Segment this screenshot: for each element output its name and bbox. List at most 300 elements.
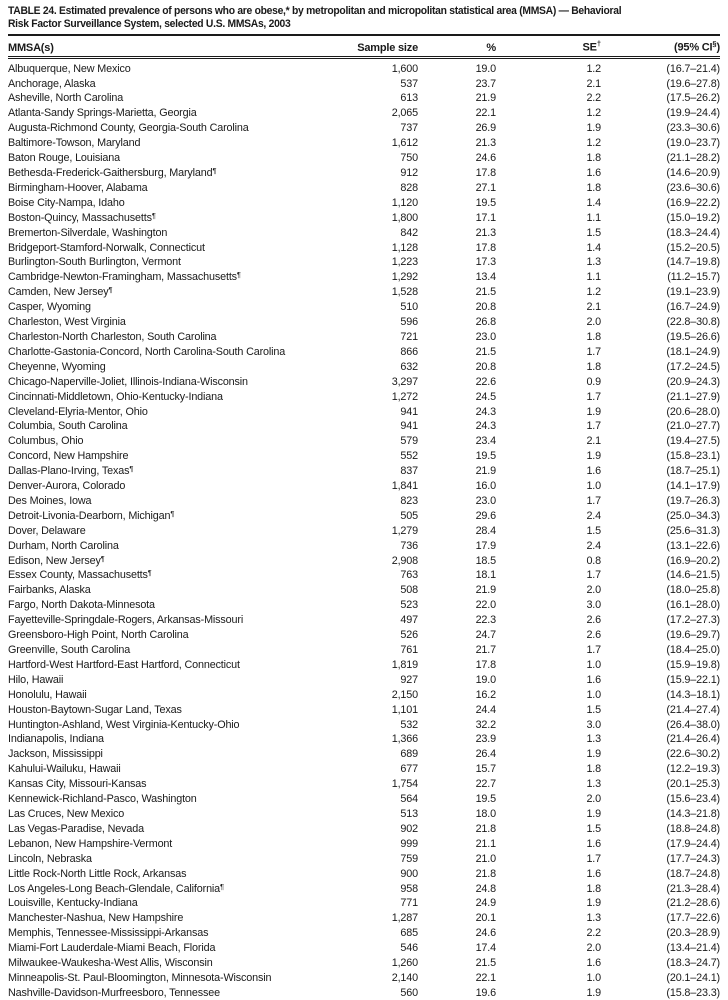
pilcrow-footnote-mark: ¶ <box>151 210 156 220</box>
se-cell: 1.9 <box>586 405 601 418</box>
table-row <box>8 627 720 642</box>
table-row <box>8 597 720 612</box>
se-dagger-footnote-mark: † <box>596 39 601 48</box>
table-row <box>8 731 720 746</box>
table-row <box>8 448 720 463</box>
ci-cell: (22.6–30.2) <box>666 748 720 761</box>
table-row <box>8 404 720 419</box>
sample-size-cell: 999 <box>400 837 418 850</box>
se-cell: 1.5 <box>586 703 601 716</box>
se-cell: 1.7 <box>586 852 601 865</box>
percent-cell: 20.8 <box>475 360 496 373</box>
table-row <box>8 210 720 225</box>
percent-cell: 27.1 <box>475 181 496 194</box>
mmsa-name-cell: Fairbanks, Alaska <box>8 584 91 597</box>
pilcrow-footnote-mark: ¶ <box>129 464 134 474</box>
table-row <box>8 359 720 374</box>
se-cell: 3.0 <box>586 718 601 731</box>
percent-cell: 17.8 <box>475 658 496 671</box>
se-cell: 1.0 <box>586 658 601 671</box>
se-cell: 3.0 <box>586 599 601 612</box>
table-row <box>8 344 720 359</box>
ci-cell: (14.7–19.8) <box>666 256 720 269</box>
col-header-ci: (95% CI§) <box>601 35 720 57</box>
mmsa-name-cell: Durham, North Carolina <box>8 539 119 552</box>
mmsa-name-cell: Cleveland-Elyria-Mentor, Ohio <box>8 405 148 418</box>
se-cell: 1.6 <box>586 957 601 970</box>
mmsa-name-cell: Baltimore-Towson, Maryland <box>8 137 141 150</box>
percent-cell: 21.5 <box>475 345 496 358</box>
se-cell: 2.0 <box>586 316 601 329</box>
mmsa-name-cell: Chicago-Naperville-Joliet, Illinois-Indiana-Wisconsin <box>8 375 248 388</box>
mmsa-name-cell: Anchorage, Alaska <box>8 77 96 90</box>
mmsa-name-cell: Charleston-North Charleston, South Carolina <box>8 330 217 343</box>
ci-cell: (19.0–23.7) <box>666 137 720 150</box>
ci-cell: (18.7–24.8) <box>666 867 720 880</box>
table-row <box>8 463 720 478</box>
table-row <box>8 180 720 195</box>
percent-cell: 23.4 <box>475 435 496 448</box>
se-cell: 1.6 <box>586 673 601 686</box>
se-cell: 2.1 <box>586 77 601 90</box>
ci-cell: (21.3–28.4) <box>666 882 720 895</box>
percent-cell: 22.0 <box>475 599 496 612</box>
sample-size-cell: 596 <box>400 316 418 329</box>
table-title-line-1: TABLE 24. Estimated prevalence of persons who are obese,* by metropolitan and micropolitan statistical area (MMSA) — Behavioral <box>8 5 622 17</box>
table-row <box>8 433 720 448</box>
mmsa-name-cell: Nashville-Davidson-Murfreesboro, Tennessee <box>8 986 220 999</box>
se-cell: 1.5 <box>586 226 601 239</box>
percent-cell: 18.5 <box>475 554 496 567</box>
table-row <box>8 866 720 881</box>
sample-size-cell: 902 <box>400 822 418 835</box>
col-header-mmsa: MMSA(s) <box>8 35 348 57</box>
sample-size-cell: 579 <box>400 435 418 448</box>
sample-size-cell: 1,819 <box>391 658 418 671</box>
se-cell: 1.2 <box>586 286 601 299</box>
percent-cell: 21.8 <box>475 822 496 835</box>
ci-cell: (20.1–24.1) <box>666 971 720 984</box>
col-header-se: SE† <box>496 35 601 57</box>
percent-cell: 29.6 <box>475 509 496 522</box>
ci-cell: (21.2–28.6) <box>666 897 720 910</box>
ci-cell: (15.9–19.8) <box>666 658 720 671</box>
percent-cell: 19.0 <box>475 62 496 75</box>
ci-cell: (23.3–30.6) <box>666 122 720 135</box>
percent-cell: 24.6 <box>475 927 496 940</box>
percent-cell: 21.7 <box>475 644 496 656</box>
mmsa-name-cell: Birmingham-Hoover, Alabama <box>8 181 148 194</box>
table-row <box>8 538 720 553</box>
mmsa-name-cell: Bethesda-Frederick-Gaithersburg, Maryland¶ <box>8 166 217 179</box>
sample-size-cell: 761 <box>400 644 418 656</box>
ci-cell: (25.6–31.3) <box>666 524 720 537</box>
ci-cell: (21.4–27.4) <box>666 703 720 716</box>
se-cell: 1.6 <box>586 837 601 850</box>
percent-cell: 22.7 <box>475 778 496 791</box>
table-row <box>8 672 720 687</box>
se-cell: 2.6 <box>586 629 601 642</box>
mmsa-name-cell: Charleston, West Virginia <box>8 316 126 329</box>
ci-cell: (13.4–21.4) <box>666 942 720 955</box>
percent-cell: 18.0 <box>475 807 496 820</box>
sample-size-cell: 2,908 <box>391 554 418 567</box>
ci-cell: (14.3–21.8) <box>666 807 720 820</box>
percent-cell: 13.4 <box>475 271 496 284</box>
mmsa-name-cell: Des Moines, Iowa <box>8 494 92 507</box>
table-row <box>8 150 720 165</box>
se-cell: 2.1 <box>586 435 601 448</box>
se-cell: 1.8 <box>586 882 601 895</box>
table-row <box>8 657 720 672</box>
sample-size-cell: 958 <box>400 882 418 895</box>
percent-cell: 21.5 <box>475 957 496 970</box>
ci-cell: (21.1–28.2) <box>666 152 720 165</box>
se-cell: 2.4 <box>586 509 601 522</box>
ci-cell: (12.2–19.3) <box>666 763 720 776</box>
sample-size-cell: 1,279 <box>391 524 418 537</box>
mmsa-name-cell: Manchester-Nashua, New Hampshire <box>8 912 184 925</box>
sample-size-cell: 866 <box>400 345 418 358</box>
mmsa-name-cell: Boston-Quincy, Massachusetts¶ <box>8 210 156 224</box>
percent-cell: 19.6 <box>475 986 496 999</box>
sample-size-cell: 1,800 <box>391 211 418 224</box>
percent-cell: 23.9 <box>475 733 496 746</box>
se-cell: 1.8 <box>586 152 601 165</box>
se-cell: 1.6 <box>586 167 601 179</box>
percent-cell: 24.7 <box>475 629 496 642</box>
ci-cell: (16.9–22.2) <box>666 196 720 209</box>
mmsa-name-cell: Los Angeles-Long Beach-Glendale, California¶ <box>8 881 225 895</box>
sample-size-cell: 1,260 <box>391 957 418 970</box>
mmsa-name-cell: Hilo, Hawaii <box>8 673 64 686</box>
ci-cell: (19.7–26.3) <box>666 494 720 507</box>
mmsa-name-cell: Greenville, South Carolina <box>8 644 131 656</box>
se-cell: 2.2 <box>586 92 601 105</box>
sample-size-cell: 2,065 <box>391 107 418 120</box>
percent-cell: 24.6 <box>475 152 496 165</box>
ci-cell: (19.4–27.5) <box>666 435 720 448</box>
percent-cell: 19.5 <box>475 450 496 463</box>
table-row <box>8 776 720 791</box>
mmsa-name-cell: Lebanon, New Hampshire-Vermont <box>8 837 173 850</box>
percent-cell: 17.9 <box>475 539 496 552</box>
table-row <box>8 508 720 523</box>
sample-size-cell: 508 <box>400 584 418 597</box>
sample-size-cell: 513 <box>400 807 418 820</box>
percent-cell: 28.4 <box>475 524 496 537</box>
sample-size-cell: 842 <box>400 226 418 239</box>
mmsa-name-cell: Dallas-Plano-Irving, Texas¶ <box>8 464 134 478</box>
sample-size-cell: 3,297 <box>391 375 418 388</box>
mmsa-name-cell: Bridgeport-Stamford-Norwalk, Connecticut <box>8 241 205 254</box>
pilcrow-footnote-mark: ¶ <box>236 270 241 280</box>
sample-size-cell: 1,754 <box>391 778 418 791</box>
ci-cell: (17.2–27.3) <box>666 614 720 627</box>
ci-cell: (18.7–25.1) <box>666 465 720 478</box>
se-cell: 1.1 <box>586 211 601 224</box>
percent-cell: 21.3 <box>475 137 496 150</box>
mmsa-name-cell: Charlotte-Gastonia-Concord, North Carolina-South Carolina <box>8 345 286 358</box>
col-header-percent: % <box>418 35 496 57</box>
se-cell: 1.2 <box>586 107 601 120</box>
percent-cell: 24.4 <box>475 703 496 716</box>
mmsa-name-cell: Edison, New Jersey¶ <box>8 553 105 567</box>
percent-cell: 21.9 <box>475 465 496 478</box>
sample-size-cell: 736 <box>400 539 418 552</box>
table-row <box>8 105 720 120</box>
se-cell: 1.5 <box>586 822 601 835</box>
table-title-line-2: Risk Factor Surveillance System, selected U.S. MMSAs, 2003 <box>8 18 291 30</box>
sample-size-cell: 1,101 <box>391 703 418 716</box>
se-cell: 0.9 <box>586 375 601 388</box>
sample-size-cell: 737 <box>400 122 418 135</box>
percent-cell: 21.3 <box>475 226 496 239</box>
mmsa-name-cell: Denver-Aurora, Colorado <box>8 480 126 493</box>
sample-size-cell: 1,120 <box>391 196 418 209</box>
se-cell: 1.5 <box>586 524 601 537</box>
table-row <box>8 120 720 135</box>
table-row <box>8 165 720 180</box>
mmsa-name-cell: Las Vegas-Paradise, Nevada <box>8 822 144 835</box>
mmsa-name-cell: Little Rock-North Little Rock, Arkansas <box>8 867 187 880</box>
se-cell: 1.3 <box>586 256 601 269</box>
table-row <box>8 687 720 702</box>
sample-size-cell: 837 <box>400 465 418 478</box>
sample-size-cell: 823 <box>400 494 418 507</box>
ci-cell: (21.1–27.9) <box>666 390 720 403</box>
table-row <box>8 269 720 284</box>
se-cell: 2.6 <box>586 614 601 627</box>
sample-size-cell: 1,528 <box>391 286 418 299</box>
se-cell: 2.2 <box>586 927 601 940</box>
table-row <box>8 582 720 597</box>
table-row <box>8 284 720 299</box>
ci-cell: (14.6–20.9) <box>666 167 720 179</box>
sample-size-cell: 613 <box>400 92 418 105</box>
table-row <box>8 418 720 433</box>
mmsa-name-cell: Burlington-South Burlington, Vermont <box>8 256 181 269</box>
se-cell: 1.4 <box>586 196 601 209</box>
ci-cell: (13.1–22.6) <box>666 539 720 552</box>
percent-cell: 16.2 <box>475 688 496 701</box>
table-row <box>8 478 720 493</box>
se-cell: 1.8 <box>586 181 601 194</box>
mmsa-name-cell: Concord, New Hampshire <box>8 450 129 463</box>
table-row <box>8 970 720 985</box>
ci-cell: (15.9–22.1) <box>666 673 720 686</box>
se-cell: 1.2 <box>586 137 601 150</box>
ci-cell: (17.7–24.3) <box>666 852 720 865</box>
ci-cell: (15.0–19.2) <box>666 211 720 224</box>
sample-size-cell: 941 <box>400 405 418 418</box>
table-row <box>8 314 720 329</box>
mmsa-name-cell: Las Cruces, New Mexico <box>8 807 125 820</box>
mmsa-name-cell: Augusta-Richmond County, Georgia-South Carolina <box>8 122 249 135</box>
se-cell: 1.6 <box>586 867 601 880</box>
ci-cell: (14.3–18.1) <box>666 688 720 701</box>
percent-cell: 32.2 <box>475 718 496 731</box>
mmsa-name-cell: Hartford-West Hartford-East Hartford, Connecticut <box>8 658 240 671</box>
percent-cell: 26.9 <box>475 122 496 135</box>
table-row <box>8 195 720 210</box>
pilcrow-footnote-mark: ¶ <box>100 553 105 563</box>
ci-cell: (17.2–24.5) <box>666 360 720 373</box>
mmsa-name-cell: Fayetteville-Springdale-Rogers, Arkansas-Missouri <box>8 614 244 627</box>
percent-cell: 26.4 <box>475 748 496 761</box>
ci-cell: (19.6–27.8) <box>666 77 720 90</box>
ci-cell: (11.2–15.7) <box>667 271 720 284</box>
table-body <box>8 57 720 1000</box>
sample-size-cell: 1,612 <box>391 137 418 150</box>
pilcrow-footnote-mark: ¶ <box>212 166 217 175</box>
sample-size-cell: 771 <box>400 897 418 910</box>
ci-cell: (26.4–38.0) <box>666 718 720 731</box>
se-cell: 1.7 <box>586 390 601 403</box>
sample-size-cell: 927 <box>400 673 418 686</box>
sample-size-cell: 689 <box>400 748 418 761</box>
ci-cell: (18.0–25.8) <box>666 584 720 597</box>
se-cell: 1.8 <box>586 330 601 343</box>
se-cell: 1.7 <box>586 644 601 656</box>
percent-cell: 24.8 <box>475 882 496 895</box>
se-cell: 1.2 <box>586 62 601 75</box>
ci-cell: (20.3–28.9) <box>666 927 720 940</box>
mmsa-name-cell: Boise City-Nampa, Idaho <box>8 196 125 209</box>
se-cell: 1.7 <box>586 569 601 582</box>
sample-size-cell: 828 <box>400 181 418 194</box>
table-row <box>8 955 720 970</box>
table-row <box>8 240 720 255</box>
table-row <box>8 225 720 240</box>
mmsa-name-cell: Kahului-Wailuku, Hawaii <box>8 763 121 776</box>
table-row <box>8 717 720 732</box>
percent-cell: 19.5 <box>475 793 496 806</box>
mmsa-table <box>8 34 720 1000</box>
table-row <box>8 90 720 105</box>
sample-size-cell: 912 <box>400 167 418 179</box>
mmsa-name-cell: Jackson, Mississippi <box>8 748 103 761</box>
percent-cell: 24.9 <box>475 897 496 910</box>
mmsa-name-cell: Columbia, South Carolina <box>8 420 128 433</box>
mmsa-name-cell: Asheville, North Carolina <box>8 92 124 105</box>
ci-cell: (25.0–34.3) <box>666 509 720 522</box>
sample-size-cell: 677 <box>400 763 418 776</box>
sample-size-cell: 685 <box>400 927 418 940</box>
percent-cell: 22.3 <box>475 614 496 627</box>
sample-size-cell: 2,140 <box>391 971 418 984</box>
ci-cell: (17.5–26.2) <box>666 92 720 105</box>
ci-cell: (14.6–21.5) <box>666 569 720 582</box>
percent-cell: 20.1 <box>475 912 496 925</box>
table-header-row <box>8 35 720 57</box>
mmsa-name-cell: Houston-Baytown-Sugar Land, Texas <box>8 703 182 716</box>
ci-cell: (16.7–24.9) <box>666 301 720 314</box>
table-row <box>8 329 720 344</box>
mmsa-name-cell: Greensboro-High Point, North Carolina <box>8 629 189 642</box>
table-row <box>8 57 720 75</box>
se-cell: 1.8 <box>586 360 601 373</box>
mmsa-name-cell: Memphis, Tennessee-Mississippi-Arkansas <box>8 927 209 940</box>
mmsa-name-cell: Kennewick-Richland-Pasco, Washington <box>8 793 197 806</box>
sample-size-cell: 523 <box>400 599 418 612</box>
se-cell: 1.9 <box>586 450 601 463</box>
pilcrow-footnote-mark: ¶ <box>220 881 225 891</box>
pilcrow-footnote-mark: ¶ <box>170 508 175 518</box>
sample-size-cell: 1,272 <box>391 390 418 403</box>
percent-cell: 21.5 <box>475 286 496 299</box>
sample-size-cell: 526 <box>400 629 418 642</box>
se-cell: 1.9 <box>586 807 601 820</box>
table-row <box>8 985 720 1000</box>
ci-cell: (18.4–25.0) <box>666 644 720 656</box>
table-row <box>8 493 720 508</box>
mmsa-name-cell: Casper, Wyoming <box>8 301 91 314</box>
percent-cell: 21.9 <box>475 92 496 105</box>
mmsa-name-cell: Milwaukee-Waukesha-West Allis, Wisconsin <box>8 957 213 970</box>
se-cell: 1.3 <box>586 778 601 791</box>
table-row <box>8 895 720 910</box>
table-row <box>8 851 720 866</box>
table-row <box>8 389 720 404</box>
table-row <box>8 761 720 776</box>
se-cell: 2.0 <box>586 793 601 806</box>
sample-size-cell: 1,292 <box>391 271 418 284</box>
sample-size-cell: 2,150 <box>391 688 418 701</box>
ci-cell: (15.6–23.4) <box>666 793 720 806</box>
mmsa-name-cell: Cheyenne, Wyoming <box>8 360 106 373</box>
pilcrow-footnote-mark: ¶ <box>147 568 152 578</box>
se-cell: 2.0 <box>586 942 601 955</box>
se-cell: 1.3 <box>586 733 601 746</box>
se-cell: 1.7 <box>586 420 601 433</box>
mmsa-name-cell: Columbus, Ohio <box>8 435 84 448</box>
sample-size-cell: 560 <box>400 986 418 999</box>
table-row <box>8 612 720 627</box>
sample-size-cell: 1,287 <box>391 912 418 925</box>
percent-cell: 24.5 <box>475 390 496 403</box>
sample-size-cell: 537 <box>400 77 418 90</box>
se-cell: 1.0 <box>586 971 601 984</box>
ci-cell: (17.9–24.4) <box>666 837 720 850</box>
mmsa-name-cell: Louisville, Kentucky-Indiana <box>8 897 138 910</box>
sample-size-cell: 1,841 <box>391 480 418 493</box>
sample-size-cell: 750 <box>400 152 418 165</box>
se-cell: 1.1 <box>586 271 601 284</box>
table-row <box>8 299 720 314</box>
sample-size-cell: 546 <box>400 942 418 955</box>
mmsa-name-cell: Indianapolis, Indiana <box>8 733 104 746</box>
sample-size-cell: 1,366 <box>391 733 418 746</box>
percent-cell: 21.0 <box>475 852 496 865</box>
se-cell: 2.1 <box>586 301 601 314</box>
table-row <box>8 925 720 940</box>
table-row <box>8 806 720 821</box>
table-row <box>8 746 720 761</box>
mmsa-name-cell: Albuquerque, New Mexico <box>8 62 131 75</box>
percent-cell: 17.3 <box>475 256 496 269</box>
sample-size-cell: 721 <box>400 330 418 343</box>
ci-cell: (22.8–30.8) <box>666 316 720 329</box>
mmsa-name-cell: Camden, New Jersey¶ <box>8 285 113 299</box>
table-row <box>8 836 720 851</box>
ci-cell: (15.2–20.5) <box>666 241 720 254</box>
ci-cell: (19.5–26.6) <box>666 330 720 343</box>
sample-size-cell: 1,223 <box>391 256 418 269</box>
ci-cell: (16.7–21.4) <box>666 62 720 75</box>
ci-cell: (21.4–26.4) <box>666 733 720 746</box>
sample-size-cell: 510 <box>400 301 418 314</box>
